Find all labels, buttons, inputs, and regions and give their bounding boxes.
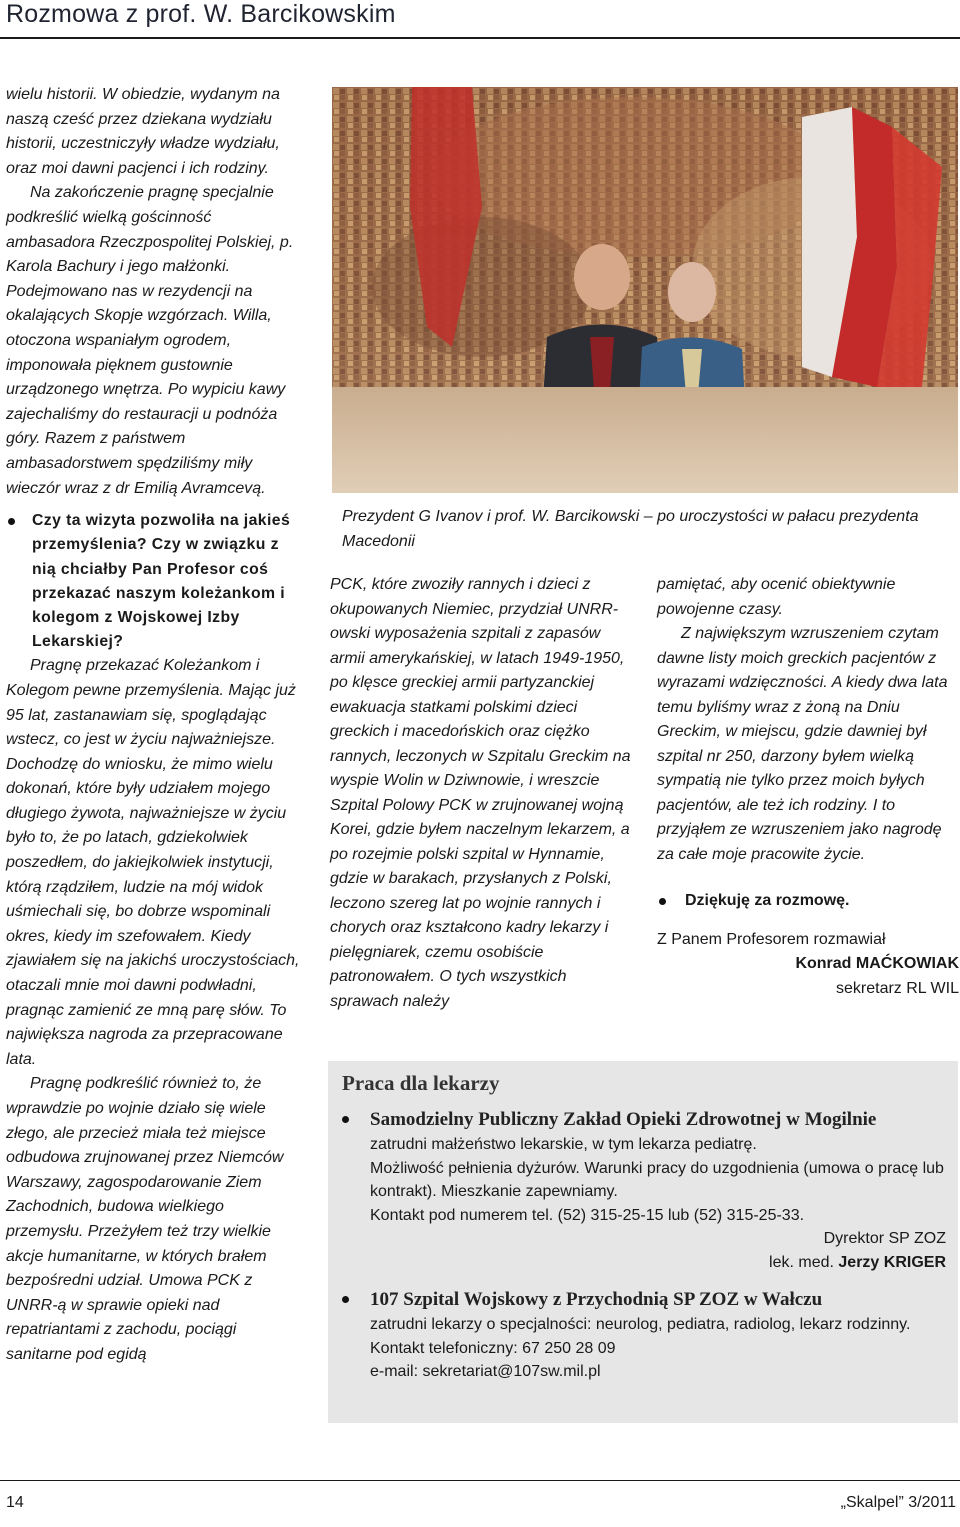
- job-listing-mogilno: [370, 1107, 946, 1274]
- footer-rule: [0, 1480, 960, 1481]
- question-text: Czy ta wizyta pozwoliła na jakieś przemyślenia? Czy w związku z nią chciałby Pan Profesor coś przekazać naszym koleżankom i kolegom z Wojskowej Izby Lekarskiej?: [32, 512, 291, 651]
- bullet-icon: [659, 898, 666, 905]
- thanks-line: [657, 889, 959, 914]
- job-signature-title: Dyrektor SP ZOZ: [823, 1230, 946, 1247]
- employer-name: Samodzielny Publiczny Zakład Opieki Zdrowotnej w Mogilnie: [370, 1109, 877, 1130]
- left-column: [6, 83, 302, 1368]
- left-paragraph-3: Pragnę podkreślić również to, że wprawdzie po wojnie działo się wiele złego, ale przecież miała też miejsce odbudowa zrujnowanej przez Niemców Warszawy, zagospodarowanie Ziem Zachodnich, budowa wielkiego przemysłu. Przeżyłem też trzy wielkie akcje humanitarne, w których brałem bezpośredni udział. Umowa PCK z UNRR-ą w sprawie opieki nad repatriantami z zachodu, pociągi sanitarne pod egidą: [6, 1075, 284, 1363]
- jobs-box: [328, 1061, 958, 1423]
- right-column: [657, 573, 959, 1001]
- job-phone: Kontakt telefoniczny: 67 250 28 09: [370, 1339, 616, 1357]
- job-email[interactable]: e-mail: sekretariat@107sw.mil.pl: [370, 1363, 601, 1380]
- mosaic-wall-image: [332, 87, 958, 387]
- bullet-icon: [8, 518, 15, 525]
- left-paragraph-1: wielu historii. W obiedzie, wydanym na naszą cześć przez dziekana wydziału historii, uczestniczyły władze wydziału, oraz moi dawni pacjenci i ich rodziny.: [6, 86, 280, 177]
- interview-question: [6, 509, 302, 654]
- left-answer: Pragnę przekazać Koleżankom i Kolegom pewne przemyślenia. Mając już 95 lat, zastanawiam się, spoglądając wstecz, co jest w życiu najważniejsze. Dochodzę do wniosku, że mimo wielu dokonań, które były udziałem mojego długiego żywota, najważniejsze w życiu było to, że po latach, gdziekolwiek poszedłem, do jakiejkolwiek instytucji, którą rządziłem, ludzie na mój widok uśmiechali się, bo dobrze wspominali okres, kiedy im szefowałem. Kiedy zjawiałem się na jakichś uroczystościach, otaczali mnie moi dawni podwładni, pragnąc zamienić ze mną parę słów. To największa nagroda za przepracowane lata.: [6, 657, 300, 1068]
- page-title: Rozmowa z prof. W. Barcikowskim: [6, 0, 396, 28]
- right-paragraph-1: pamiętać, aby ocenić obiektywnie powojenne czasy.: [657, 576, 896, 618]
- right-paragraph-2: Z największym wzruszeniem czytam dawne listy moich greckich pacjentów z wyrazami wdzięczności. A kiedy dwa lata temu byliśmy wraz z żoną na Dniu Greckim, w miejscu, gdzie dawniej był szpital nr 250, darzony byłem wielką sympatią nie tylko przez moich byłych pacjentów, ale też ich rodziny. I to przyjąłem ze wzruszeniem jako nagrodę za całe moje pracowite życie.: [657, 625, 948, 863]
- left-paragraph-2: Na zakończenie pragnę specjalnie podkreślić wielką gościnność ambasadora Rzeczpospolitej Polskiej, p. Karola Bachury i jego małżonki. Podejmowano nas w rezydencji na okalających Skopje wzgórzach. Willa, otoczona wspaniałym ogrodem, imponowała pięknem gustownie urządzonego wnętrza. Po wypiciu kawy zajechaliśmy do restauracji u podnóża góry. Razem z państwem ambasadorstwem spędziliśmy miły wieczór wraz z dr Emilią Avramcevą.: [6, 184, 294, 497]
- photo-presidential-palace: [332, 87, 958, 493]
- job-signature-prefix: lek. med.: [769, 1253, 839, 1271]
- photo-caption: Prezydent G Ivanov i prof. W. Barcikowski – po uroczystości w pałacu prezydenta Macedonii: [342, 508, 919, 550]
- job-conditions: Możliwość pełnienia dyżurów. Warunki pracy do uzgodnienia (umowa o pracę lub kontrakt). Mieszkanie zapewniamy.: [370, 1159, 944, 1200]
- bullet-icon: [342, 1116, 349, 1123]
- job-description: zatrudni małżeństwo lekarskie, w tym lekarza pediatrę.: [370, 1136, 757, 1153]
- job-description: zatrudni lekarzy o specjalności: neurolog, pediatra, radiolog, lekarz rodzinny.: [370, 1316, 911, 1333]
- job-contact: Kontakt pod numerem tel. (52) 315-25-15 lub (52) 315-25-33.: [370, 1206, 805, 1224]
- floor: [332, 387, 958, 493]
- employer-name: 107 Szpital Wojskowy z Przychodnią SP ZOZ w Wałczu: [370, 1289, 823, 1310]
- jobs-box-title: Praca dla lekarzy: [342, 1071, 500, 1095]
- signature-name: Konrad MAĆKOWIAK: [795, 955, 959, 972]
- header-rule: [0, 37, 960, 39]
- thanks-text: Dziękuję za rozmowę.: [685, 892, 850, 909]
- bullet-icon: [342, 1296, 349, 1303]
- middle-column: [330, 573, 632, 1014]
- signature-role: sekretarz RL WIL: [836, 979, 959, 997]
- job-signature: [370, 1251, 946, 1275]
- middle-paragraph: PCK, które zwoziły rannych i dzieci z okupowanych Niemiec, przydział UNRR-owski wyposażenia szpitali z zapasów armii amerykańskiej, w latach 1949-1950, po klęsce greckiej armii partyzanckiej ewakuacja statkami polskimi dzieci greckich i macedońskich oraz ciężko rannych, leczonych w Szpitalu Greckim na wyspie Wolin w Dziwnowie, i wreszcie Szpital Polowy PCK w zrujnowanej wojną Korei, gdzie byłem naczelnym lekarzem, a po rozejmie polski szpital w Hynnamie, gdzie w barakach, przysłanych z Polski, leczono szereg lat po wojnie rannych i chorych oraz kształcono kadry lekarzy i pielęgniarek, czemu osobiście patronowałem. O tych wszystkich sprawach należy: [330, 576, 631, 1010]
- job-signature-name: Jerzy KRIGER: [838, 1253, 946, 1271]
- page-number: 14: [6, 1494, 24, 1511]
- interviewer-line: Z Panem Profesorem rozmawiał: [657, 930, 886, 948]
- job-listing-walcz: [370, 1287, 946, 1384]
- journal-issue: „Skalpel” 3/2011: [840, 1494, 956, 1511]
